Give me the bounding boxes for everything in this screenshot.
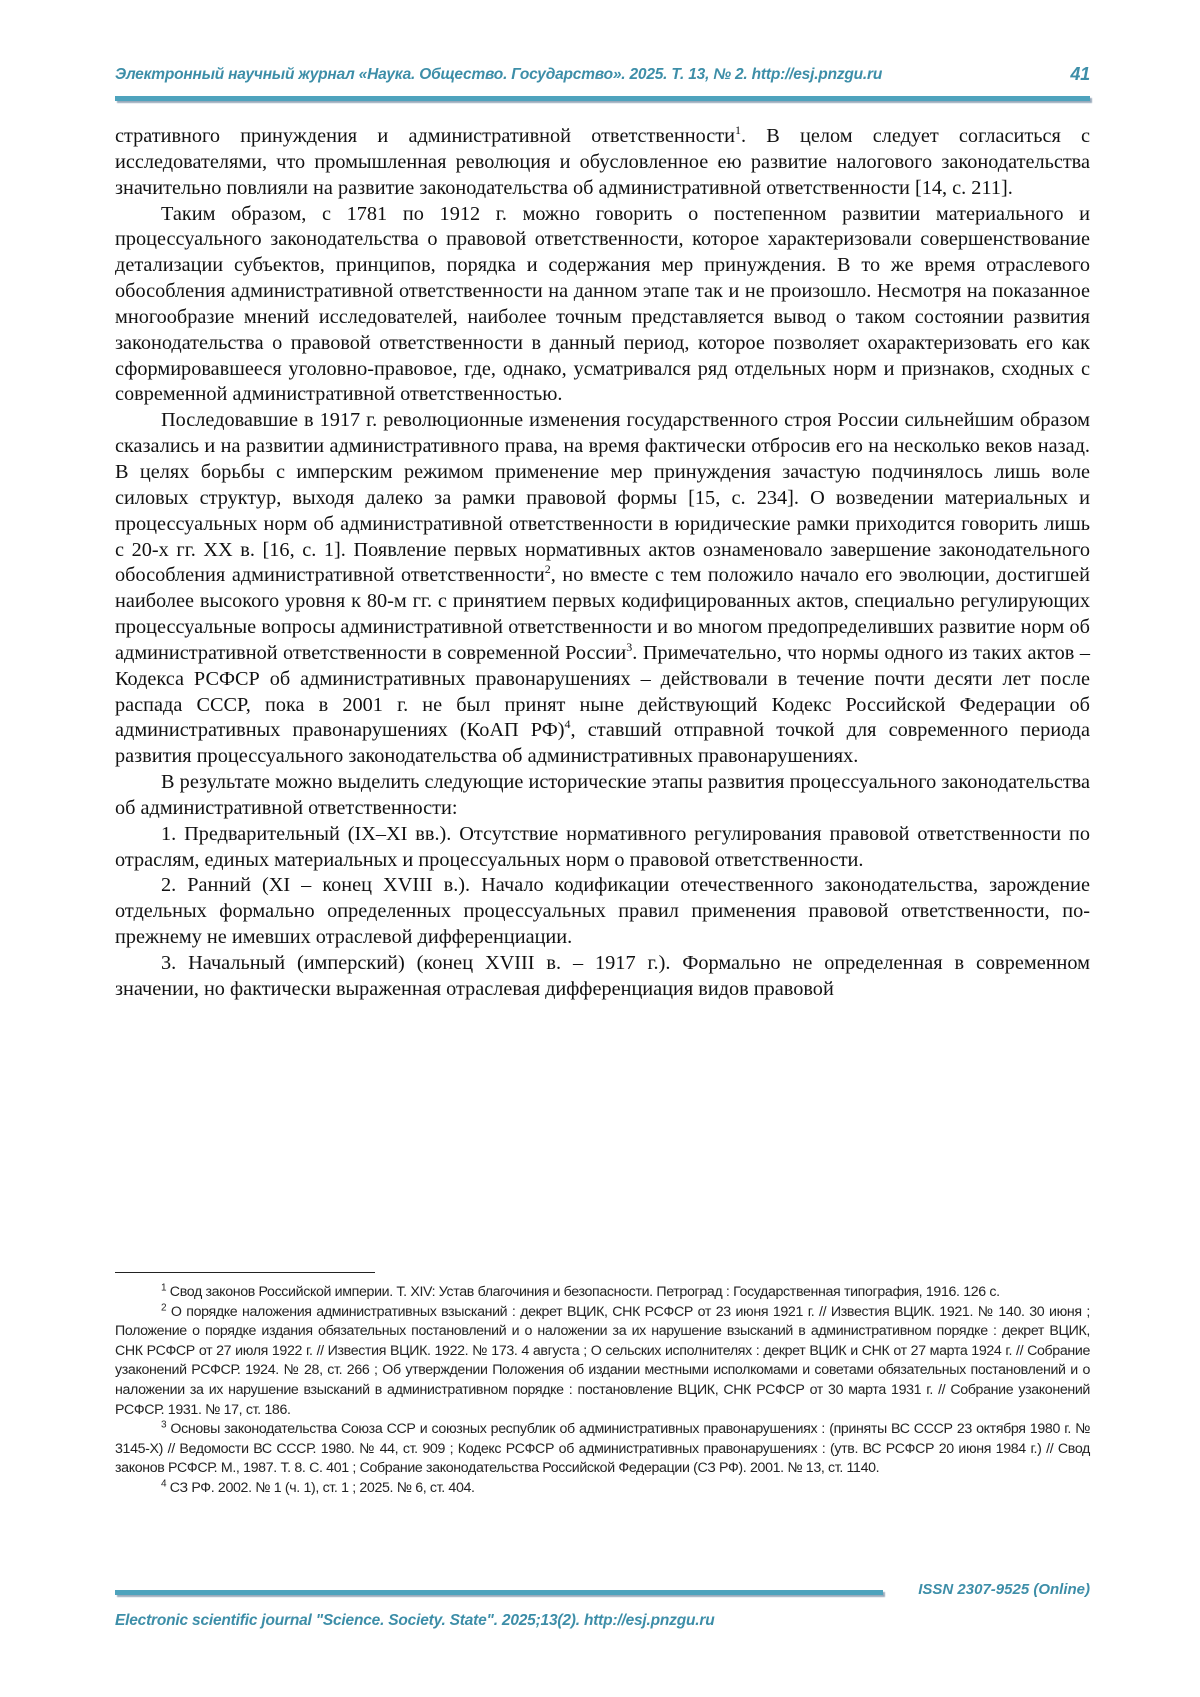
footnote-text: СЗ РФ. 2002. № 1 (ч. 1), ст. 1 ; 2025. № 6, ст. 404.: [166, 1479, 475, 1496]
footnote: [115, 1283, 1090, 1303]
footnote-text: Свод законов Российской империи. Т. XIV: Устав благочиния и безопасности. Петроград : Государственная типография, 1916. 126 с.: [166, 1284, 1000, 1300]
footnote-ref[interactable]: 1: [734, 123, 741, 138]
header-rule: [115, 96, 1090, 101]
footnote-ref[interactable]: 2: [544, 562, 551, 577]
paragraph: В результате можно выделить следующие исторические этапы развития процессуального законодательства об административной ответственности:: [115, 771, 1090, 819]
footer-rule: [115, 1590, 883, 1595]
footnote-mark: 3: [161, 1419, 167, 1431]
footnote-ref[interactable]: 3: [626, 640, 633, 655]
paragraph: [115, 124, 1090, 202]
footnote-text: О порядке наложения административных взысканий : декрет ВЦИК, СНК РСФСР от 23 июня 1921 г. // Известия ВЦИК. 1921. № 140. 30 июня ; Положение о порядке издания обязательных постановлений и о наложении за их нарушение взысканий в административном порядке : декрет ВЦИК, СНК РСФСР от 27 июля 1922 г. // Известия ВЦИК. 1922. № 173. 4 августа ; О сельских исполнителях : декрет ВЦИК и СНК от 27 марта 1924 г. // Собрание узаконений РСФСР. 1924. № 28, ст. 266 ; Об утверждении Положения об издании местными исполкомами и советами обязательных постановлений и о наложении за их нарушение взысканий в административном порядке : постановление ВЦИК, СНК РСФСР от 30 марта 1931 г. // Собрание узаконений РСФСР. 1931. № 17, ст. 186.: [115, 1303, 1090, 1418]
footnote-ref[interactable]: 4: [564, 717, 571, 732]
page-number: 41: [1070, 64, 1090, 84]
running-header: [115, 66, 1090, 84]
footnote-separator: [115, 1272, 375, 1273]
journal-title: Электронный научный журнал «Наука. Общество. Государство». 2025. Т. 13, № 2. http://esj.pnzgu.ru: [115, 66, 883, 83]
list-item: 2. Ранний (XI – конец XVIII в.). Начало кодификации отечественного законодательства, зарождение отдельных формально определенных процессуальных правил применения правовой ответственности, по-прежнему не имевших отраслевой дифференциации.: [115, 874, 1090, 949]
paragraph: Таким образом, с 1781 по 1912 г. можно говорить о постепенном развитии материального и процессуального законодательства о правовой ответственности, которое характеризовали совершенствование детализации субъектов, принципов, порядка и содержания мер принуждения. В то же время отраслевого обособления административной ответственности на данном этапе так и не произошло. Несмотря на показанное многообразие мнений исследователей, наиболее точным представляется вывод о таком состоянии развития законодательства о правовой ответственности в данный период, которое позволяет охарактеризовать его как сформировавшееся уголовно-правовое, где, однако, усматривался ряд отдельных норм и признаков, сходных с современной административной ответственностью.: [115, 202, 1090, 406]
footnote: [115, 1420, 1090, 1479]
list-item: 3. Начальный (имперский) (конец XVIII в. – 1917 г.). Формально не определенная в современном значении, но фактически выраженная отраслевая дифференциация видов правовой: [115, 952, 1090, 1000]
footnote-mark: 2: [161, 1301, 167, 1313]
list-item: 1. Предварительный (IX–XI вв.). Отсутствие нормативного регулирования правовой ответственности по отраслям, единых материальных и процессуальных норм о правовой ответственности.: [115, 822, 1090, 871]
text: Последовавшие в 1917 г. революционные изменения государственного строя России сильнейшим образом сказались и на развитии административного права, на время фактически отбросив его на несколько веков назад. В целях борьбы с имперским режимом применение мер принуждения зачастую подчинялось лишь воле силовых структур, выходя далеко за рамки правовой формы [15, с. 234]. О возведении материальных и процессуальных норм об административной ответственности в юридические рамки приходится говорить лишь с 20-х гг. XX в. [16, с. 1]. Появление первых нормативных актов ознаменовало завершение законодательного обособления административной ответственности: [115, 409, 1090, 587]
text: , но вместе с тем положило начало его эволюции, достигшей наиболее высокого уровня к 80-м гг. с принятием первых кодифицированных актов, специально регулирующих процессуальные вопросы административной ответственности и во многом предопределивших развитие норм об административной ответственности в современной России: [115, 564, 1090, 664]
footnote-mark: 1: [161, 1282, 167, 1294]
issn: ISSN 2307-9525 (Online): [918, 1581, 1090, 1598]
footnote-text: Основы законодательства Союза ССР и союзных республик об административных правонарушениях : (приняты ВС СССР 23 октября 1980 г. № 3145-X) // Ведомости ВС СССР. 1980. № 44, ст. 909 ; Кодекс РСФСР об административных правонарушениях : (утв. ВС РСФСР 20 июня 1984 г.) // Свод законов РСФСР. М., 1987. Т. 8. С. 401 ; Собрание законодательства Российской Федерации (СЗ РФ). 2001. № 13, ст. 1140.: [115, 1421, 1090, 1477]
text: , ставший отправной точкой для современного периода развития процессуального законодательства об административных правонарушениях.: [115, 719, 1090, 768]
footnotes: [115, 1283, 1090, 1499]
footnote: [115, 1479, 1090, 1499]
text: . Примечательно, что нормы одного из таких актов – Кодекса РСФСР об административных правонарушениях – действовали в течение почти десяти лет после распада СССР, пока в 2001 г. не был принят ныне действующий Кодекс Российской Федерации об административных правонарушениях (КоАП РФ): [115, 641, 1090, 742]
text: стративного принуждения и административной ответственности: [115, 125, 735, 147]
article-body: [115, 124, 1090, 1003]
text: . В целом следует согласиться с исследователями, что промышленная революция и обусловленное ею развитие налогового законодательства значительно повлияли на развитие законодательства об административной ответственности [14, с. 211].: [115, 125, 1090, 199]
paragraph: [115, 408, 1090, 770]
footer-journal: Electronic scientific journal "Science. Society. State". 2025;13(2). http://esj.pnzgu.ru: [115, 1612, 715, 1629]
footnote-mark: 4: [161, 1478, 167, 1490]
footnote: [115, 1303, 1090, 1421]
